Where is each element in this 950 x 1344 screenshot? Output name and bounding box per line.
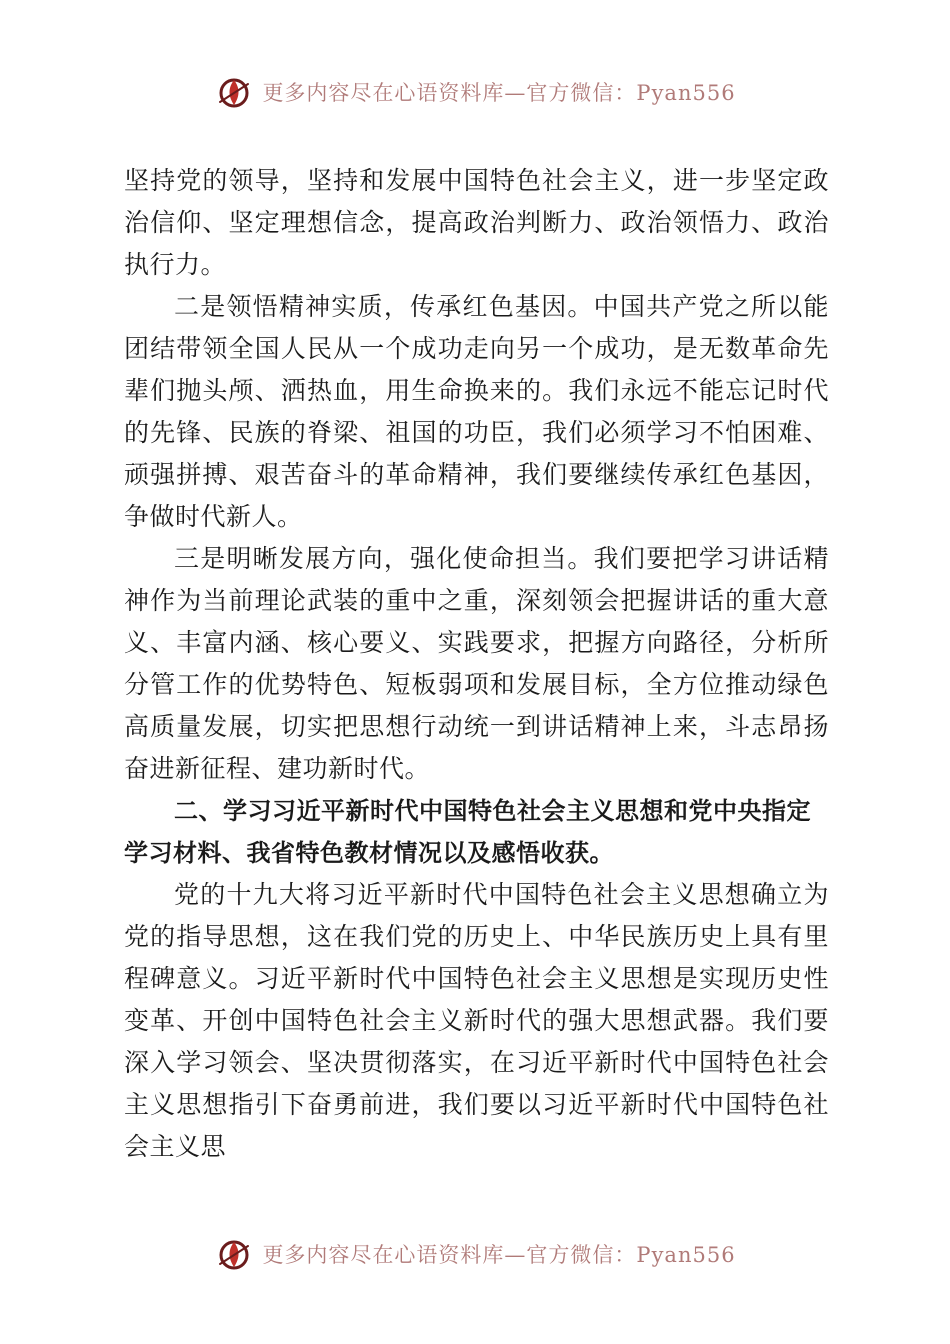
section-heading: 二、学习习近平新时代中国特色社会主义思想和党中央指定学习材料、我省特色教材情况以及感悟收获。 [124, 797, 811, 867]
paragraph-continuation: 坚持党的领导，坚持和发展中国特色社会主义，进一步坚定政治信仰、坚定理想信念，提高政治判断力、政治领悟力、政治执行力。 [124, 166, 829, 279]
paragraph-point-three: 三是明晰发展方向，强化使命担当。我们要把学习讲话精神作为当前理论武装的重中之重，深刻领会把握讲话的重大意义、丰富内涵、核心要义、实践要求，把握方向路径，分析所分管工作的优势特色、短板弱项和发展目标，全方位推动绿色高质量发展，切实把思想行动统一到讲话精神上来，斗志昂扬奋进新征程、建功新时代。 [124, 544, 829, 783]
header-banner-text: 更多内容尽在心语资料库—官方微信：Pyan556 [262, 81, 736, 105]
paragraph-section-two: 党的十九大将习近平新时代中国特色社会主义思想确立为党的指导思想，这在我们党的历史上、中华民族历史上具有里程碑意义。习近平新时代中国特色社会主义思想是实现历史性变革、开创中国特色社会主义新时代的强大思想武器。我们要深入学习领会、坚决贯彻落实，在习近平新时代中国特色社会主义思想指引下奋勇前进，我们要以习近平新时代中国特色社会主义思 [124, 880, 829, 1161]
footer-banner-text: 更多内容尽在心语资料库—官方微信：Pyan556 [262, 1243, 736, 1267]
pen-logo-icon [214, 72, 254, 112]
document-body [124, 160, 829, 1168]
header-banner [0, 70, 950, 114]
pen-logo-icon [214, 1234, 254, 1274]
footer-banner [0, 1232, 950, 1276]
paragraph-point-two: 二是领悟精神实质，传承红色基因。中国共产党之所以能团结带领全国人民从一个成功走向另一个成功，是无数革命先辈们抛头颅、洒热血，用生命换来的。我们永远不能忘记时代的先锋、民族的脊梁、祖国的功臣，我们必须学习不怕困难、顽强拼搏、艰苦奋斗的革命精神，我们要继续传承红色基因，争做时代新人。 [124, 292, 829, 531]
